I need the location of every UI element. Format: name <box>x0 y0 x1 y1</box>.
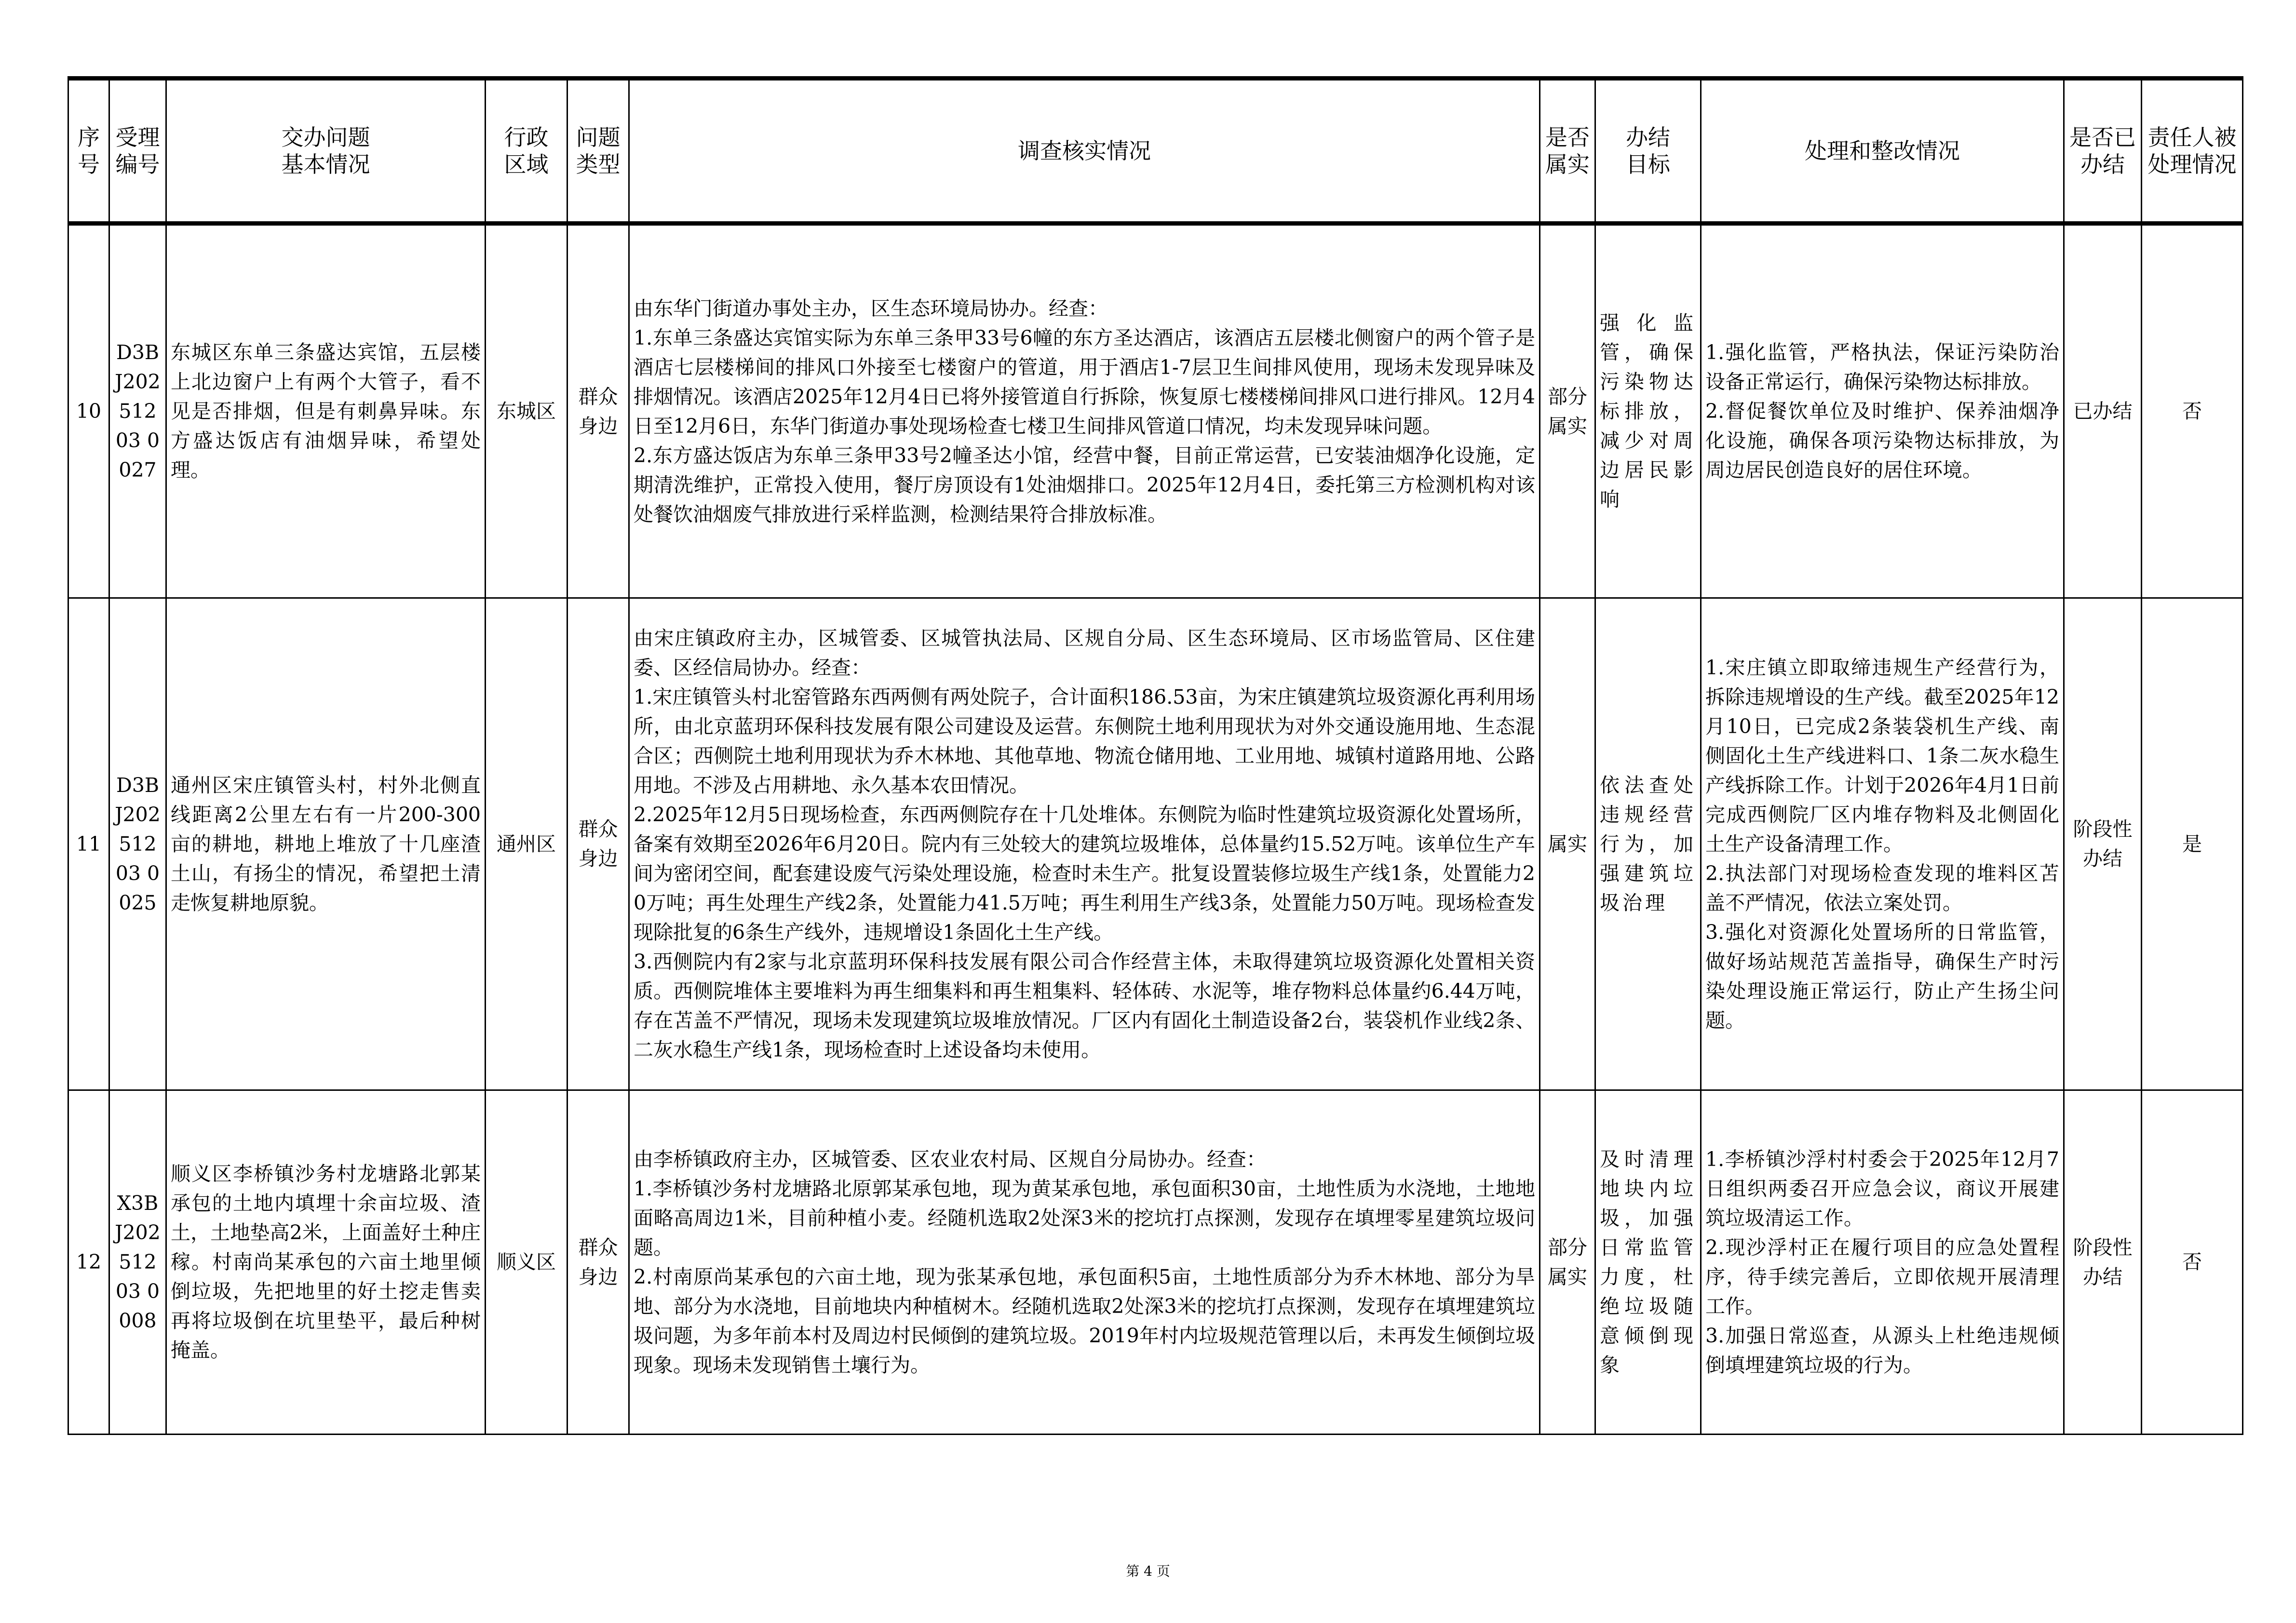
cell-type: 群众身边 <box>567 1090 629 1435</box>
investigation-intro: 由东华门街道办事处主办，区生态环境局协办。经查： <box>634 296 1108 320</box>
page-number: 第 4 页 <box>1126 1563 1170 1579</box>
cell-target: 依法查处违规经营行为，加强建筑垃圾治理 <box>1595 598 1701 1090</box>
table-row <box>68 598 2243 1090</box>
header-accountability: 责任人被处理情况 <box>2142 79 2243 224</box>
cell-seq: 12 <box>68 1090 109 1435</box>
handling-item: 1.宋庄镇立即取缔违规生产经营行为，拆除违规增设的生产线。截至2025年12月10日，已完成2条装袋机生产线、南侧固化土生产线进料口、1条二灰水稳生产线拆除工作。计划于2026年4月1日前完成西侧院厂区内堆存物料及北侧固化土生产设备清理工作。 <box>1705 656 2059 856</box>
header-verified: 是否属实 <box>1540 79 1595 224</box>
table-header-row <box>68 79 2243 224</box>
cell-verified: 属实 <box>1540 598 1595 1090</box>
handling-item: 2.现沙浮村正在履行项目的应急处置程序，待手续完善后，立即依规开展清理工作。 <box>1705 1235 2059 1318</box>
header-type: 问题类型 <box>567 79 629 224</box>
handling-item: 2.执法部门对现场检查发现的堆料区苫盖不严情况，依法立案处罚。 <box>1705 861 2059 914</box>
cell-district: 通州区 <box>486 598 567 1090</box>
header-target-label: 办结目标 <box>1626 124 1670 177</box>
handling-item: 2.督促餐饮单位及时维护、保养油烟净化设施，确保各项污染物达标排放，为周边居民创造良好的居住环境。 <box>1705 400 2059 482</box>
investigation-item: 2.2025年12月5日现场检查，东西两侧院存在十几处堆体。东侧院为临时性建筑垃圾资源化处置场所，备案有效期至2026年6月20日。院内有三处较大的建筑垃圾堆体，总体量约15.52万吨。该单位生产车间为密闭空间，配套建设废气污染处理设施，检查时未生产。批复设置装修垃圾生产线1条，处置能力20万吨；再生处理生产线2条，处置能力41.5万吨；再生利用生产线3条，处置能力50万吨。现场检查发现除批复的6条生产线外，违规增设1条固化土生产线。 <box>634 803 1535 944</box>
header-closed: 是否已办结 <box>2064 79 2142 224</box>
cell-handling <box>1701 598 2064 1090</box>
cell-district: 顺义区 <box>486 1090 567 1435</box>
header-district: 行政区域 <box>486 79 567 224</box>
cell-closed: 阶段性办结 <box>2064 1090 2142 1435</box>
investigation-intro: 由李桥镇政府主办，区城管委、区农业农村局、区规自分局协办。经查： <box>634 1147 1266 1171</box>
table-row <box>68 224 2243 598</box>
cell-verified: 部分属实 <box>1540 1090 1595 1435</box>
investigation-item: 1.李桥镇沙务村龙塘路北原郭某承包地，现为黄某承包地，承包面积30亩，土地性质为水浇地，土地地面略高周边1米，目前种植小麦。经随机选取2处深3米的挖坑打点探测，发现存在填埋零星建筑垃圾问题。 <box>634 1177 1535 1259</box>
cell-verified: 部分属实 <box>1540 224 1595 598</box>
cell-target: 及时清理地块内垃圾，加强日常监管力度，杜绝垃圾随意倾倒现象 <box>1595 1090 1701 1435</box>
investigation-intro: 由宋庄镇政府主办，区城管委、区城管执法局、区规自分局、区生态环境局、区市场监管局、区住建委、区经信局协办。经查： <box>634 626 1535 679</box>
cell-handling <box>1701 224 2064 598</box>
header-investigation: 调查核实情况 <box>629 79 1540 224</box>
cell-investigation <box>629 598 1540 1090</box>
header-code: 受理编号 <box>109 79 166 224</box>
header-target <box>1595 79 1701 224</box>
cell-handling <box>1701 1090 2064 1435</box>
cell-district: 东城区 <box>486 224 567 598</box>
investigation-item: 3.西侧院内有2家与北京蓝玥环保科技发展有限公司合作经营主体，未取得建筑垃圾资源化处置相关资质。西侧院堆体主要堆料为再生细集料和再生粗集料、轻体砖、水泥等，堆存物料总体量约6.44万吨，存在苫盖不严情况，现场未发现建筑垃圾堆放情况。厂区内有固化土制造设备2台，装袋机作业线2条、二灰水稳生产线1条，现场检查时上述设备均未使用。 <box>634 950 1535 1061</box>
cell-target: 强化监管，确保污染物达标排放，减少对周边居民影响 <box>1595 224 1701 598</box>
investigation-item: 2.东方盛达饭店为东单三条甲33号2幢圣达小馆，经营中餐，目前正常运营，已安装油烟净化设施，定期清洗维护，正常投入使用，餐厅房顶设有1处油烟排口。2025年12月4日，委托第三方检测机构对该处餐饮油烟废气排放进行采样监测，检测结果符合排放标准。 <box>634 443 1535 526</box>
cell-code: X3BJ20251203 0008 <box>109 1090 166 1435</box>
handling-item: 3.加强日常巡查，从源头上杜绝违规倾倒填埋建筑垃圾的行为。 <box>1705 1324 2059 1377</box>
cell-investigation <box>629 1090 1540 1435</box>
cell-type: 群众身边 <box>567 598 629 1090</box>
cell-accountability: 否 <box>2142 224 2243 598</box>
investigation-item: 2.村南原尚某承包的六亩土地，现为张某承包地，承包面积5亩，土地性质部分为乔木林地、部分为旱地、部分为水浇地，目前地块内种植树木。经随机选取2处深3米的挖坑打点探测，发现存在填埋建筑垃圾问题，为多年前本村及周边村民倾倒的建筑垃圾。2019年村内垃圾规范管理以后，未再发生倾倒垃圾现象。现场未发现销售土壤行为。 <box>634 1265 1535 1377</box>
cell-code: D3BJ20251203 0027 <box>109 224 166 598</box>
investigation-item: 1.宋庄镇管头村北窑管路东西两侧有两处院子，合计面积186.53亩，为宋庄镇建筑垃圾资源化再利用场所，由北京蓝玥环保科技发展有限公司建设及运营。东侧院土地利用现状为对外交通设施用地、生态混合区；西侧院土地利用现状为乔木林地、其他草地、物流仓储用地、工业用地、城镇村道路用地、公路用地。不涉及占用耕地、永久基本农田情况。 <box>634 685 1535 797</box>
header-issue <box>166 79 486 224</box>
cell-closed: 已办结 <box>2064 224 2142 598</box>
header-seq: 序号 <box>68 79 109 224</box>
investigation-item: 1.东单三条盛达宾馆实际为东单三条甲33号6幢的东方圣达酒店，该酒店五层楼北侧窗户的两个管子是酒店七层楼梯间的排风口外接至七楼窗户的管道，用于酒店1-7层卫生间排风使用，现场未发现异味及排烟情况。该酒店2025年12月4日已将外接管道自行拆除，恢复原七楼楼梯间排风口进行排风。12月4日至12月6日，东华门街道办事处现场检查七楼卫生间排风管道口情况，均未发现异味问题。 <box>634 326 1535 438</box>
cell-closed: 阶段性办结 <box>2064 598 2142 1090</box>
cell-accountability: 否 <box>2142 1090 2243 1435</box>
cell-code: D3BJ20251203 0025 <box>109 598 166 1090</box>
cell-seq: 10 <box>68 224 109 598</box>
handling-item: 3.强化对资源化处置场所的日常监管，做好场站规范苫盖指导，确保生产时污染处理设施正常运行，防止产生扬尘问题。 <box>1705 920 2059 1032</box>
cell-issue: 东城区东单三条盛达宾馆，五层楼上北边窗户上有两个大管子，看不见是否排烟，但是有刺鼻异味。东方盛达饭店有油烟异味，希望处理。 <box>166 224 486 598</box>
cell-seq: 11 <box>68 598 109 1090</box>
handling-item: 1.李桥镇沙浮村村委会于2025年12月7日组织两委召开应急会议，商议开展建筑垃圾清运工作。 <box>1705 1147 2059 1230</box>
handling-item: 1.强化监管，严格执法，保证污染防治设备正常运行，确保污染物达标排放。 <box>1705 341 2059 393</box>
issue-table <box>68 76 2243 1435</box>
cell-issue: 顺义区李桥镇沙务村龙塘路北郭某承包的土地内填埋十余亩垃圾、渣土，土地垫高2米，上面盖好土种庄稼。村南尚某承包的六亩土地里倾倒垃圾，先把地里的好土挖走售卖再将垃圾倒在坑里垫平，最后种树掩盖。 <box>166 1090 486 1435</box>
cell-issue: 通州区宋庄镇管头村，村外北侧直线距离2公里左右有一片200-300亩的耕地，耕地上堆放了十几座渣土山，有扬尘的情况，希望把土清走恢复耕地原貌。 <box>166 598 486 1090</box>
cell-type: 群众身边 <box>567 224 629 598</box>
cell-investigation <box>629 224 1540 598</box>
cell-accountability: 是 <box>2142 598 2243 1090</box>
header-handling: 处理和整改情况 <box>1701 79 2064 224</box>
header-issue-label: 交办问题基本情况 <box>281 124 370 177</box>
table-row <box>68 1090 2243 1435</box>
